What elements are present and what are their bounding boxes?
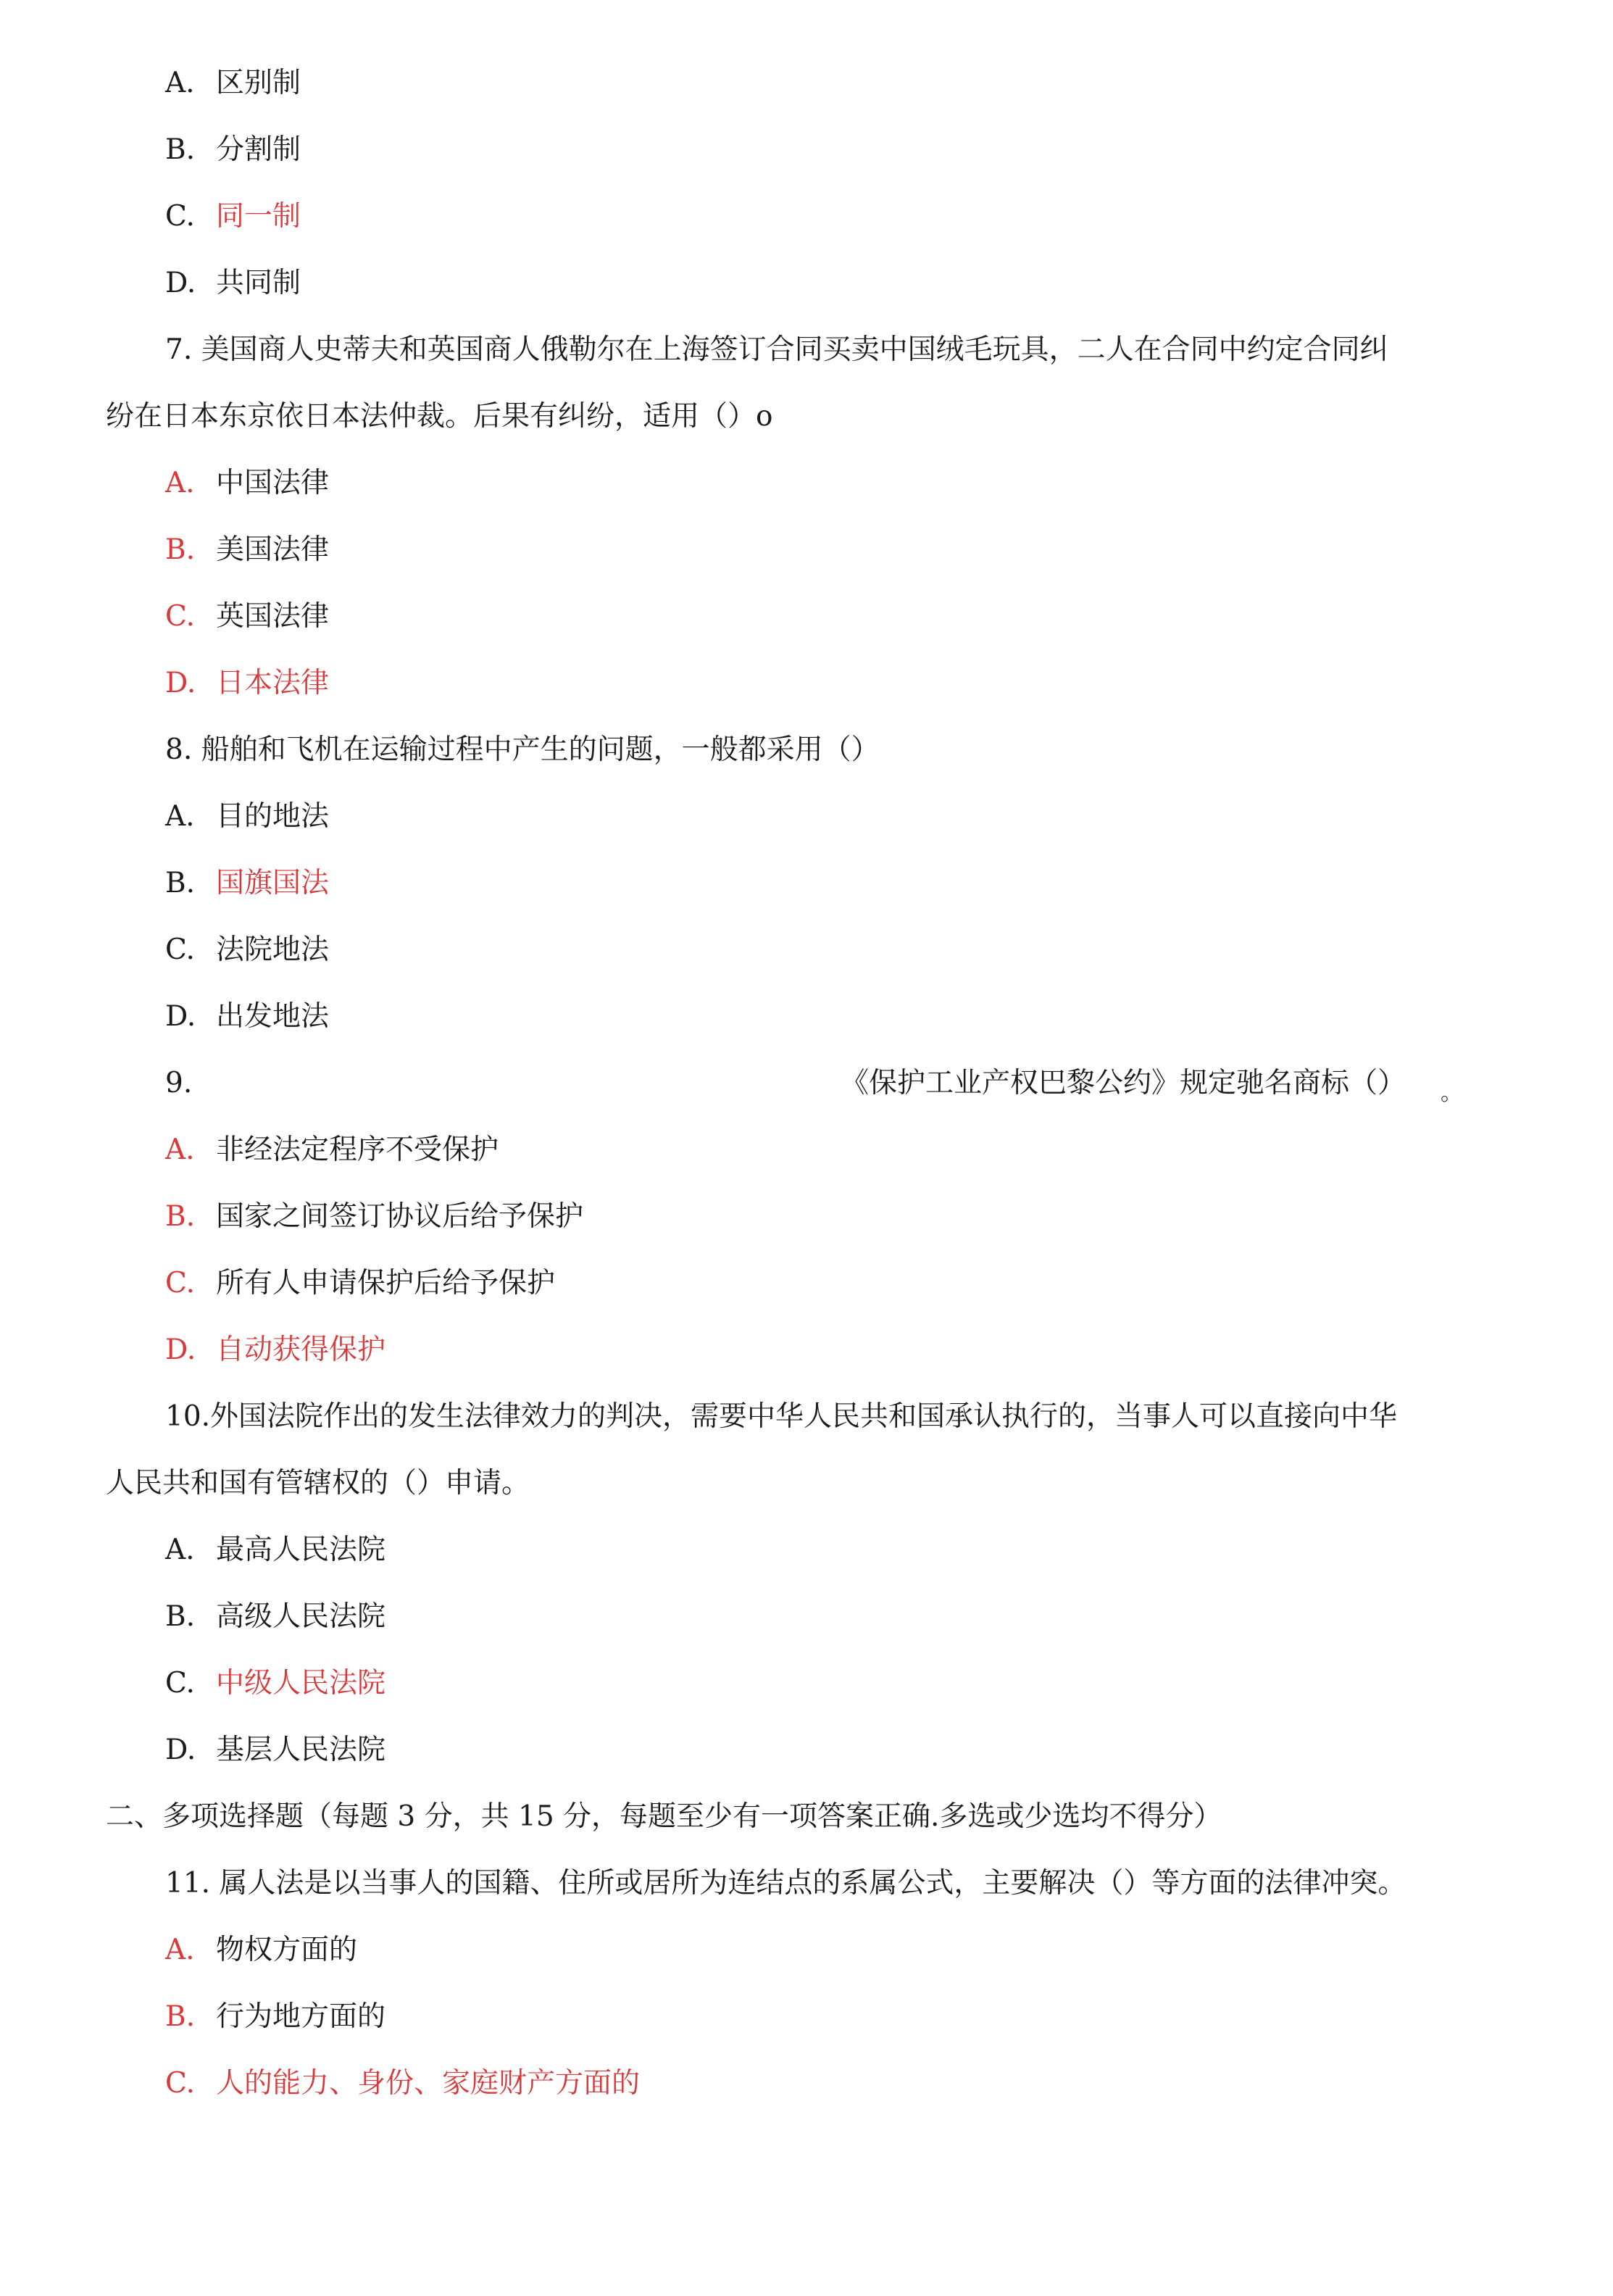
- q10-stem-line2: 人民共和国有管辖权的（）申请。: [106, 1467, 530, 1500]
- q11-option-b: B. 行为地方面的: [165, 2000, 386, 2033]
- q7-option-c: C. 英国法律: [165, 600, 330, 633]
- q7-option-a: A. 中国法律: [165, 467, 330, 499]
- q6-option-c: C. 同一制: [165, 200, 301, 233]
- q9-option-a: A. 非经法定程序不受保护: [165, 1134, 499, 1166]
- q11-stem: 11. 属人法是以当事人的国籍、住所或居所为连结点的系属公式，主要解决（）等方面的法律冲突。: [165, 1867, 1406, 1900]
- q9-option-d: D. 自动获得保护: [165, 1334, 386, 1366]
- q6-option-a: A. 区别制: [165, 67, 301, 99]
- q7-option-d: D. 日本法律: [165, 667, 330, 699]
- q8-option-b: B. 国旗国法: [165, 867, 330, 899]
- q7-stem-line1: 7. 美国商人史蒂夫和英国商人俄勒尔在上海签订合同买卖中国绒毛玩具，二人在合同中约定合同纠: [165, 333, 1388, 366]
- q9-option-b: B. 国家之间签订协议后给予保护: [165, 1200, 584, 1233]
- q8-option-d: D. 出发地法: [165, 1000, 330, 1033]
- q8-option-c: C. 法院地法: [165, 933, 330, 966]
- q6-option-b: B. 分割制: [165, 133, 301, 166]
- q7-option-b: B. 美国法律: [165, 533, 330, 566]
- q11-option-c: C. 人的能力、身份、家庭财产方面的: [165, 2067, 641, 2100]
- q10-option-d: D. 基层人民法院: [165, 1734, 386, 1766]
- q10-option-b: B. 高级人民法院: [165, 1600, 386, 1633]
- section-heading: 二、多项选择题（每题 3 分，共 15 分，每题至少有一项答案正确.多选或少选均不得分）: [106, 1800, 1222, 1833]
- q8-option-a: A. 目的地法: [165, 800, 330, 833]
- q10-option-a: A. 最高人民法院: [165, 1534, 386, 1566]
- q9-stem-tail: 。: [1441, 1081, 1462, 1106]
- q10-stem-line1: 10.外国法院作出的发生法律效力的判决，需要中华人民共和国承认执行的，当事人可以直接向中华: [165, 1400, 1398, 1433]
- q10-option-c: C. 中级人民法院: [165, 1667, 386, 1700]
- q6-option-d: D. 共同制: [165, 267, 301, 299]
- q9-option-c: C. 所有人申请保护后给予保护: [165, 1267, 556, 1299]
- q9-number: 9.: [165, 1067, 193, 1099]
- q8-stem: 8. 船舶和飞机在运输过程中产生的问题，一般都采用（）: [165, 733, 880, 766]
- q7-stem-line2: 纷在日本东京依日本法仲裁。后果有纠纷，适用（）o: [106, 400, 773, 433]
- q9-stem: 《保护工业产权巴黎公约》规定驰名商标（）: [841, 1067, 1406, 1099]
- q11-option-a: A. 物权方面的: [165, 1934, 358, 1966]
